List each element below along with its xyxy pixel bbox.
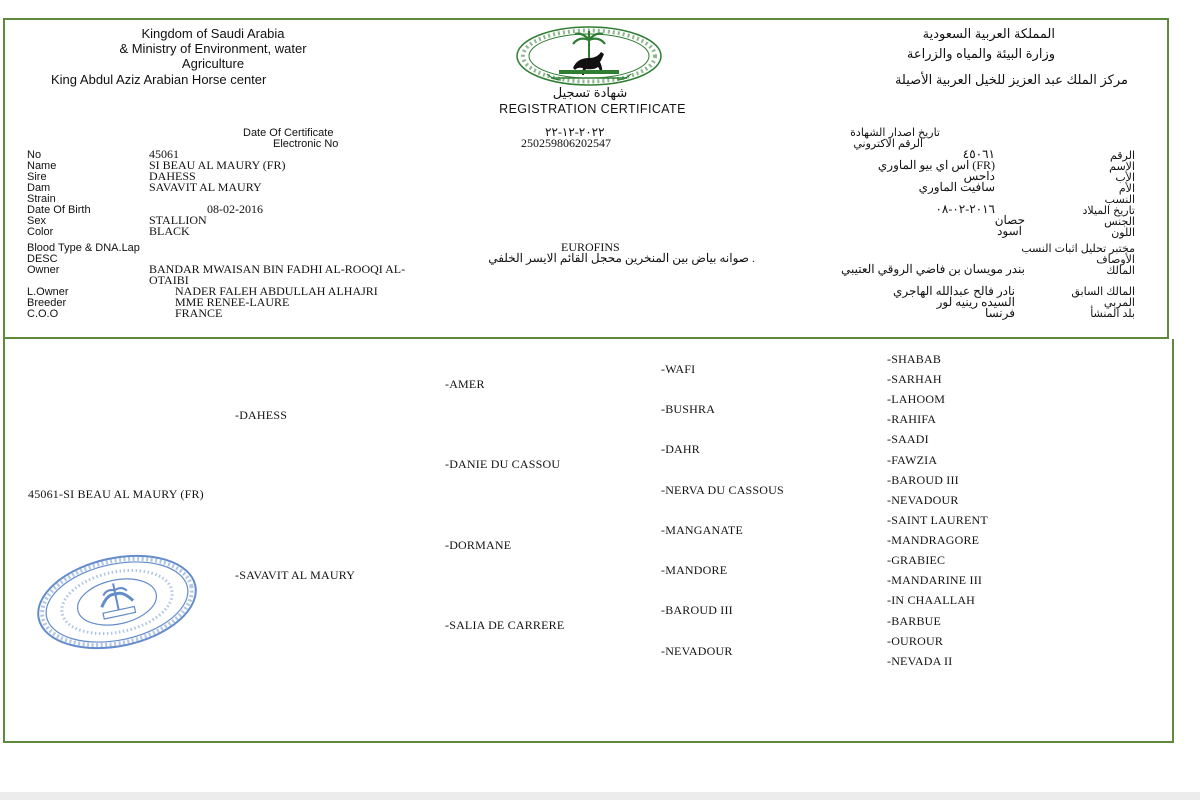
field-label: L.Owner xyxy=(27,286,69,298)
pedigree-gen3: -MANGANATE xyxy=(661,523,743,537)
pedigree-gen4: -NEVADA II xyxy=(887,654,953,668)
field-label-ar: الاسم xyxy=(1109,161,1135,173)
field-label: Date Of Birth xyxy=(27,204,91,216)
field-label-ar: المالك السابق xyxy=(1071,286,1135,298)
pedigree-gen4: -LAHOOM xyxy=(887,392,946,406)
pedigree-gen4: -NEVADOUR xyxy=(887,493,959,507)
field-value-ar: اسود xyxy=(997,224,1022,238)
field-value-ar: بندر مويسان بن فاضي الروقي العتيبي xyxy=(840,262,1025,276)
horse-palm-emblem-icon xyxy=(513,24,665,88)
field-label: No xyxy=(27,149,42,161)
title-arabic: شهادة تسجيل xyxy=(552,85,628,100)
pedigree-gen4: -MANDRAGORE xyxy=(887,533,980,547)
pedigree-gen4: -SAINT LAURENT xyxy=(887,513,988,527)
pedigree-gen4: -BARBUE xyxy=(887,614,942,628)
field-label-ar: النسب xyxy=(1104,194,1135,206)
pedigree-dam: -SAVAVIT AL MAURY xyxy=(235,568,356,582)
field-value-ar: حصان xyxy=(994,213,1025,227)
field-label: Owner xyxy=(27,264,60,276)
electronic-no-label: Electronic No xyxy=(273,138,339,150)
header-left-line-1: Kingdom of Saudi Arabia xyxy=(141,26,285,41)
field-value-ar: السيده رينيه لور xyxy=(936,295,1015,309)
pedigree-sire: -DAHESS xyxy=(235,408,288,422)
field-label-ar: الأم xyxy=(1118,183,1135,195)
pedigree-gen4: -RAHIFA xyxy=(887,412,937,426)
field-label-ar: الأوصاف xyxy=(1096,254,1135,266)
field-value: SAVAVIT AL MAURY xyxy=(149,180,262,194)
header-left xyxy=(63,26,363,71)
pedigree-gen2: -AMER xyxy=(445,377,485,391)
header-right-center: مركز الملك عبد العزيز للخيل العربية الأصيلة xyxy=(894,72,1128,87)
field-value-ar: ٤٥٠٦١ xyxy=(962,147,995,161)
field-value-ar: سافيت الماوري xyxy=(918,180,995,194)
field-value-line-2: OTAIBI xyxy=(149,273,189,287)
field-label: Sire xyxy=(27,171,47,183)
field-value-ar: ٢٠١٦-٠٢-٠٨ xyxy=(935,202,995,216)
field-label-ar: الأب xyxy=(1115,172,1135,184)
title-english: REGISTRATION CERTIFICATE xyxy=(499,102,686,116)
field-value: NADER FALEH ABDULLAH ALHAJRI xyxy=(175,284,378,298)
pedigree-gen4: -BAROUD III xyxy=(887,473,959,487)
pedigree-gen4: -FAWZIA xyxy=(887,453,938,467)
pedigree-gen4: -IN CHAALLAH xyxy=(887,593,976,607)
date-of-certificate-value: ٢٠٢٢-١٢-٢٢ xyxy=(545,125,605,139)
header-left-line-3: Agriculture xyxy=(181,56,245,71)
header-right-line-1: المملكة العربية السعودية xyxy=(922,26,1055,41)
field-value-ar: فرنسا xyxy=(984,306,1015,320)
pedigree-gen4: -GRABIEC xyxy=(887,553,946,567)
field-value: FRANCE xyxy=(175,306,223,320)
electronic-no-label-ar: الرقم الاكتروني xyxy=(853,138,923,150)
pedigree-gen2: -SALIA DE CARRERE xyxy=(445,618,565,632)
header-right-line-2: وزارة البيئة والمياه والزراعة xyxy=(906,46,1055,61)
field-value: EUROFINS xyxy=(561,240,620,254)
field-value: STALLION xyxy=(149,213,207,227)
header-right xyxy=(785,26,1055,61)
pedigree-gen3: -WAFI xyxy=(661,362,696,376)
pedigree-gen3: -BAROUD III xyxy=(661,603,733,617)
field-label: Name xyxy=(27,160,57,172)
field-label-ar: بلد المنشأ xyxy=(1090,308,1135,320)
field-label: Strain xyxy=(27,193,56,205)
field-label: Blood Type & DNA.Lap xyxy=(27,242,140,254)
electronic-no-value: 250259806202547 xyxy=(521,136,611,150)
field-value-ar: داحس xyxy=(963,169,995,183)
pedigree-gen4: -SAADI xyxy=(887,432,929,446)
field-value: 45061 xyxy=(149,147,179,161)
pedigree-gen3: -DAHR xyxy=(661,442,700,456)
field-label-ar: مختبر تحليل اثبات النسب xyxy=(1021,243,1135,255)
field-label: Dam xyxy=(27,182,51,194)
field-value-ar: (FR) اس اي بيو الماوري xyxy=(877,158,995,172)
date-of-certificate-label-ar: تاريخ اصدار الشهادة xyxy=(850,127,940,139)
pedigree-gen2: -DORMANE xyxy=(445,538,512,552)
field-value: SI BEAU AL MAURY (FR) xyxy=(149,158,286,172)
field-label-ar: الجنس xyxy=(1104,216,1135,228)
pedigree-gen4: -MANDARINE III xyxy=(887,573,983,587)
field-label-ar: المربي xyxy=(1103,297,1135,309)
field-label: Color xyxy=(27,226,54,238)
certificate-details-box xyxy=(3,18,1169,339)
page-bottom-strip xyxy=(0,792,1200,800)
field-value: BLACK xyxy=(149,224,190,238)
field-value: 08-02-2016 xyxy=(207,202,263,216)
pedigree-gen4: -SARHAH xyxy=(887,372,942,386)
field-value: DAHESS xyxy=(149,169,196,183)
field-label-ar: تاريخ الميلاد xyxy=(1082,205,1135,217)
pedigree-gen3: -BUSHRA xyxy=(661,402,716,416)
field-label-ar: المالك xyxy=(1106,265,1135,277)
pedigree-gen4: -SHABAB xyxy=(887,352,942,366)
field-label: C.O.O xyxy=(27,308,59,320)
field-label-ar: الرقم xyxy=(1109,150,1135,162)
field-label: Breeder xyxy=(27,297,67,309)
field-value: BANDAR MWAISAN BIN FADHI AL-ROOQI AL- xyxy=(149,262,406,276)
pedigree-gen3: -MANDORE xyxy=(661,563,728,577)
pedigree-gen3: -NERVA DU CASSOUS xyxy=(661,483,784,497)
pedigree-gen4: -OUROUR xyxy=(887,634,944,648)
field-label-ar: اللون xyxy=(1111,227,1135,239)
pedigree-subject: 45061-SI BEAU AL MAURY (FR) xyxy=(28,487,204,501)
field-value-ar: . صوانه بياض بين المنخرين محجل القائم الايسر الخلفي xyxy=(488,251,755,265)
field-value: MME RENEE-LAURE xyxy=(175,295,290,309)
pedigree-gen3: -NEVADOUR xyxy=(661,644,733,658)
pedigree-gen2: -DANIE DU CASSOU xyxy=(445,457,561,471)
field-value-ar: نادر فالح عبدالله الهاجري xyxy=(892,284,1015,298)
official-seal-icon xyxy=(31,552,203,652)
field-label: Sex xyxy=(27,215,46,227)
header-left-center: King Abdul Aziz Arabian Horse center xyxy=(51,72,267,87)
date-of-certificate-label: Date Of Certificate xyxy=(243,127,334,139)
pedigree-box xyxy=(3,339,1174,743)
field-label: DESC xyxy=(27,253,58,265)
header-left-line-2: & Ministry of Environment, water xyxy=(119,41,307,56)
